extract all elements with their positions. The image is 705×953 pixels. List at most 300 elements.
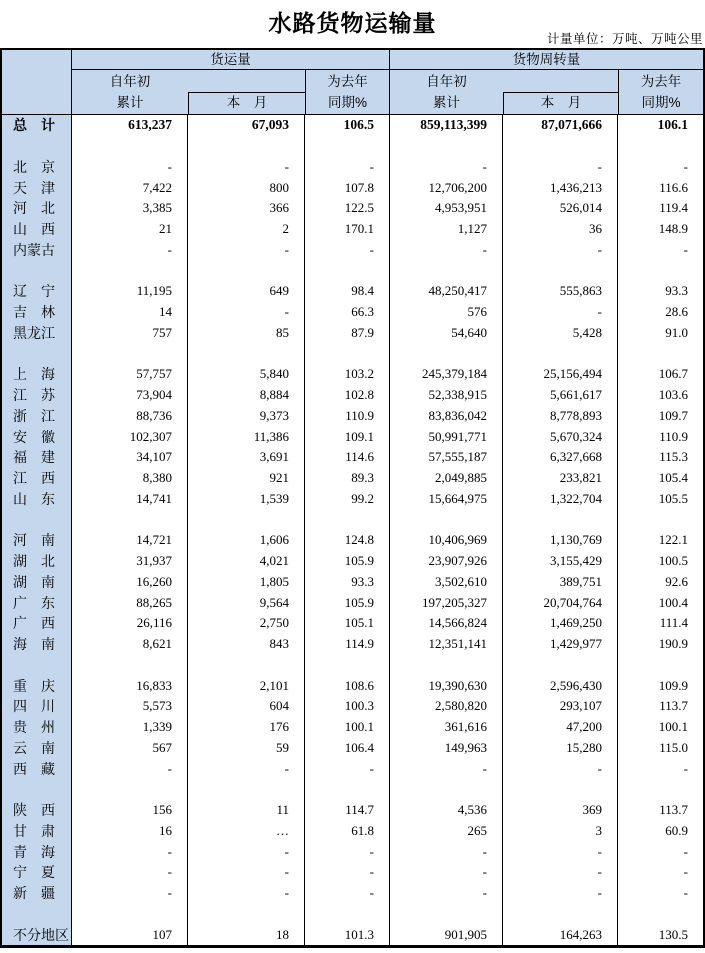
value-cell: 576 bbox=[390, 302, 503, 323]
region-label: 河 南 bbox=[2, 530, 72, 551]
value-cell: 109.9 bbox=[658, 677, 688, 693]
table-row bbox=[2, 613, 703, 634]
value-cell bbox=[618, 260, 703, 281]
value-cell: 122.1 bbox=[658, 532, 688, 548]
region-label: 天 津 bbox=[2, 177, 72, 198]
value-cell: 47,200 bbox=[503, 717, 618, 738]
value-cell: 87.9 bbox=[305, 323, 390, 344]
value-cell bbox=[390, 260, 503, 281]
value-cell: 93.3 bbox=[305, 572, 390, 593]
value-cell: 111.4 bbox=[659, 615, 688, 631]
region-label bbox=[2, 136, 72, 157]
value-cell: 106.5 bbox=[305, 115, 390, 136]
table-row bbox=[2, 530, 703, 551]
value-cell: 921 bbox=[188, 468, 305, 489]
value-cell: 66.3 bbox=[305, 302, 390, 323]
table-row bbox=[2, 468, 703, 489]
value-cell: - bbox=[390, 157, 503, 178]
value-cell: 89.3 bbox=[305, 468, 390, 489]
value-cell: 8,884 bbox=[188, 385, 305, 406]
value-cell bbox=[390, 904, 503, 925]
value-cell: 88,265 bbox=[72, 592, 188, 613]
value-cell: 109.7 bbox=[658, 407, 688, 423]
value-cell: - bbox=[188, 862, 305, 883]
value-cell: 60.9 bbox=[665, 822, 688, 838]
region-label: 广 东 bbox=[2, 592, 72, 613]
header-group-freight-turnover: 货物周转量 bbox=[390, 50, 703, 70]
value-cell: 87,071,666 bbox=[503, 115, 618, 136]
value-cell: - bbox=[188, 157, 305, 178]
value-cell: 48,250,417 bbox=[390, 281, 503, 302]
table-row bbox=[2, 198, 703, 219]
value-cell: - bbox=[188, 841, 305, 862]
value-cell: 3,385 bbox=[72, 198, 188, 219]
region-label: 海 南 bbox=[2, 634, 72, 655]
value-cell: 122.5 bbox=[305, 198, 390, 219]
value-cell bbox=[503, 779, 618, 800]
region-label: 辽 宁 bbox=[2, 281, 72, 302]
value-cell: - bbox=[72, 157, 188, 178]
value-cell: 98.4 bbox=[305, 281, 390, 302]
value-cell: 59 bbox=[188, 738, 305, 759]
value-cell: - bbox=[683, 158, 688, 174]
region-label bbox=[2, 655, 72, 676]
value-cell: - bbox=[683, 241, 688, 257]
value-cell: 21 bbox=[72, 219, 188, 240]
region-label: 浙 江 bbox=[2, 406, 72, 427]
value-cell: 114.7 bbox=[305, 800, 390, 821]
table-row bbox=[2, 572, 703, 593]
value-cell: 31,937 bbox=[72, 551, 188, 572]
value-cell bbox=[72, 779, 188, 800]
header-sub-row bbox=[72, 70, 703, 114]
table-row bbox=[2, 924, 703, 945]
value-cell: 26,116 bbox=[72, 613, 188, 634]
region-label: 北 京 bbox=[2, 157, 72, 178]
spacer-row bbox=[2, 260, 703, 281]
value-cell bbox=[72, 343, 188, 364]
region-label: 河 北 bbox=[2, 198, 72, 219]
value-cell: 101.3 bbox=[305, 924, 390, 945]
region-label: 上 海 bbox=[2, 364, 72, 385]
value-cell: 25,156,494 bbox=[503, 364, 618, 385]
value-cell bbox=[390, 655, 503, 676]
value-cell: 604 bbox=[188, 696, 305, 717]
region-label: 重 庆 bbox=[2, 675, 72, 696]
value-cell: 8,778,893 bbox=[503, 406, 618, 427]
value-cell: 901,905 bbox=[390, 924, 503, 945]
table-row bbox=[2, 551, 703, 572]
value-cell: 361,616 bbox=[390, 717, 503, 738]
value-cell: 105.9 bbox=[305, 551, 390, 572]
value-cell: 613,237 bbox=[72, 115, 188, 136]
value-cell: 36 bbox=[503, 219, 618, 240]
value-cell bbox=[188, 779, 305, 800]
region-label bbox=[2, 779, 72, 800]
value-cell: 567 bbox=[72, 738, 188, 759]
value-cell: - bbox=[503, 758, 618, 779]
region-label bbox=[2, 904, 72, 925]
value-cell: - bbox=[188, 302, 305, 323]
value-cell: 1,339 bbox=[72, 717, 188, 738]
value-cell: 389,751 bbox=[503, 572, 618, 593]
region-label: 湖 北 bbox=[2, 551, 72, 572]
value-cell bbox=[503, 509, 618, 530]
value-cell: - bbox=[503, 157, 618, 178]
value-cell: 12,351,141 bbox=[390, 634, 503, 655]
table-row bbox=[2, 841, 703, 862]
value-cell: 54,640 bbox=[390, 323, 503, 344]
value-cell: 170.1 bbox=[305, 219, 390, 240]
table-row bbox=[2, 219, 703, 240]
col-header-yoy-freight bbox=[305, 70, 390, 114]
value-cell: 526,014 bbox=[503, 198, 618, 219]
value-cell: 106.4 bbox=[305, 738, 390, 759]
col-header-yoy-turnover bbox=[618, 70, 703, 114]
value-cell bbox=[618, 904, 703, 925]
table-row bbox=[2, 489, 703, 510]
value-cell: - bbox=[503, 883, 618, 904]
value-cell bbox=[390, 343, 503, 364]
value-cell: 245,379,184 bbox=[390, 364, 503, 385]
value-cell bbox=[188, 260, 305, 281]
col-header-yoy-line1: 为去年 bbox=[327, 74, 368, 89]
region-label: 江 苏 bbox=[2, 385, 72, 406]
value-cell: 233,821 bbox=[503, 468, 618, 489]
value-cell: 1,127 bbox=[390, 219, 503, 240]
value-cell: 859,113,399 bbox=[390, 115, 503, 136]
value-cell: 1,469,250 bbox=[503, 613, 618, 634]
value-cell: 83,836,042 bbox=[390, 406, 503, 427]
value-cell: 149,963 bbox=[390, 738, 503, 759]
value-cell: 105.4 bbox=[658, 470, 688, 486]
value-cell: 2,101 bbox=[188, 675, 305, 696]
value-cell bbox=[188, 509, 305, 530]
table-row bbox=[2, 323, 703, 344]
value-cell: 18 bbox=[188, 924, 305, 945]
col-header-cumulative-freight bbox=[72, 70, 188, 114]
value-cell: 11,195 bbox=[72, 281, 188, 302]
value-cell: 93.3 bbox=[665, 283, 688, 299]
region-label: 山 东 bbox=[2, 489, 72, 510]
value-cell: 15,280 bbox=[503, 738, 618, 759]
value-cell: 50,991,771 bbox=[390, 426, 503, 447]
table-row bbox=[2, 385, 703, 406]
table-row bbox=[2, 862, 703, 883]
value-cell: 19,390,630 bbox=[390, 675, 503, 696]
value-cell: 2 bbox=[188, 219, 305, 240]
col-header-cumulative-line2: 累计 bbox=[433, 95, 460, 110]
value-cell bbox=[188, 136, 305, 157]
value-cell: - bbox=[305, 758, 390, 779]
value-cell: 119.4 bbox=[659, 200, 688, 216]
value-cell: 1,130,769 bbox=[503, 530, 618, 551]
value-cell: - bbox=[305, 883, 390, 904]
value-cell bbox=[305, 136, 390, 157]
region-label bbox=[2, 509, 72, 530]
value-cell bbox=[503, 343, 618, 364]
value-cell: 5,573 bbox=[72, 696, 188, 717]
value-cell: 8,380 bbox=[72, 468, 188, 489]
value-cell: … bbox=[188, 821, 305, 842]
value-cell bbox=[618, 655, 703, 676]
region-label: 贵 州 bbox=[2, 717, 72, 738]
unit-note: 计量单位：万吨、万吨公里 bbox=[546, 32, 703, 46]
value-cell: 4,021 bbox=[188, 551, 305, 572]
table-row bbox=[2, 406, 703, 427]
table-row bbox=[2, 426, 703, 447]
region-label: 四 川 bbox=[2, 696, 72, 717]
value-cell: 23,907,926 bbox=[390, 551, 503, 572]
table-row bbox=[2, 592, 703, 613]
value-cell: 103.6 bbox=[658, 387, 688, 403]
table-row bbox=[2, 447, 703, 468]
table-row bbox=[2, 177, 703, 198]
value-cell: 9,564 bbox=[188, 592, 305, 613]
value-cell: 11 bbox=[188, 800, 305, 821]
col-header-month-turnover: 本 月 bbox=[503, 92, 618, 114]
value-cell: 800 bbox=[188, 177, 305, 198]
region-label: 总 计 bbox=[2, 115, 72, 136]
value-cell: 369 bbox=[503, 800, 618, 821]
value-cell bbox=[503, 136, 618, 157]
value-cell: - bbox=[390, 240, 503, 261]
value-cell: 114.6 bbox=[305, 447, 390, 468]
value-cell: 91.0 bbox=[665, 324, 688, 340]
value-cell: - bbox=[188, 883, 305, 904]
region-label: 吉 林 bbox=[2, 302, 72, 323]
value-cell: - bbox=[390, 883, 503, 904]
value-cell: 10,406,969 bbox=[390, 530, 503, 551]
value-cell: 100.1 bbox=[305, 717, 390, 738]
value-cell bbox=[618, 343, 703, 364]
value-cell: 88,736 bbox=[72, 406, 188, 427]
value-cell bbox=[305, 655, 390, 676]
value-cell: 555,863 bbox=[503, 281, 618, 302]
value-cell bbox=[503, 904, 618, 925]
value-cell: 3,155,429 bbox=[503, 551, 618, 572]
value-cell: 4,536 bbox=[390, 800, 503, 821]
value-cell: 113.7 bbox=[659, 698, 688, 714]
region-label: 山 西 bbox=[2, 219, 72, 240]
value-cell: - bbox=[683, 843, 688, 859]
value-cell: 6,327,668 bbox=[503, 447, 618, 468]
waterway-freight-table bbox=[0, 48, 705, 948]
page-title: 水路货物运输量 bbox=[268, 10, 437, 36]
value-cell: 156 bbox=[72, 800, 188, 821]
value-cell bbox=[305, 509, 390, 530]
value-cell: 9,373 bbox=[188, 406, 305, 427]
value-cell: 5,840 bbox=[188, 364, 305, 385]
value-cell bbox=[188, 343, 305, 364]
region-label: 福 建 bbox=[2, 447, 72, 468]
value-cell: 3 bbox=[503, 821, 618, 842]
value-cell: 1,606 bbox=[188, 530, 305, 551]
value-cell: 14,741 bbox=[72, 489, 188, 510]
value-cell: 3,502,610 bbox=[390, 572, 503, 593]
value-cell: 130.5 bbox=[658, 926, 688, 942]
value-cell: 106.1 bbox=[657, 117, 688, 133]
value-cell bbox=[72, 260, 188, 281]
value-cell: 52,338,915 bbox=[390, 385, 503, 406]
value-cell: - bbox=[683, 760, 688, 776]
value-cell bbox=[305, 904, 390, 925]
value-cell: 110.9 bbox=[305, 406, 390, 427]
value-cell: 92.6 bbox=[665, 573, 688, 589]
region-label: 内蒙古 bbox=[2, 240, 72, 261]
spacer-row bbox=[2, 904, 703, 925]
value-cell: 16,260 bbox=[72, 572, 188, 593]
value-cell bbox=[503, 260, 618, 281]
spacer-row bbox=[2, 343, 703, 364]
value-cell: 34,107 bbox=[72, 447, 188, 468]
region-label: 青 海 bbox=[2, 841, 72, 862]
value-cell: 843 bbox=[188, 634, 305, 655]
value-cell bbox=[390, 509, 503, 530]
value-cell: 115.3 bbox=[659, 449, 688, 465]
value-cell: 110.9 bbox=[659, 428, 688, 444]
value-cell: 8,621 bbox=[72, 634, 188, 655]
value-cell: 3,691 bbox=[188, 447, 305, 468]
value-cell: - bbox=[683, 864, 688, 880]
table-header bbox=[2, 50, 703, 115]
spacer-row bbox=[2, 779, 703, 800]
value-cell: 197,205,327 bbox=[390, 592, 503, 613]
value-cell: 366 bbox=[188, 198, 305, 219]
value-cell: 148.9 bbox=[658, 221, 688, 237]
table-row bbox=[2, 634, 703, 655]
value-cell: 5,670,324 bbox=[503, 426, 618, 447]
value-cell: - bbox=[503, 841, 618, 862]
value-cell: 107.8 bbox=[305, 177, 390, 198]
value-cell: 108.6 bbox=[305, 675, 390, 696]
table-row bbox=[2, 738, 703, 759]
value-cell bbox=[188, 655, 305, 676]
value-cell: 100.3 bbox=[305, 696, 390, 717]
region-label: 黑龙江 bbox=[2, 323, 72, 344]
value-cell: - bbox=[503, 240, 618, 261]
value-cell: 85 bbox=[188, 323, 305, 344]
value-cell: 12,706,200 bbox=[390, 177, 503, 198]
table-row bbox=[2, 883, 703, 904]
header-group-row bbox=[72, 50, 703, 70]
value-cell bbox=[72, 655, 188, 676]
value-cell: 115.0 bbox=[659, 739, 688, 755]
value-cell: 102,307 bbox=[72, 426, 188, 447]
value-cell: 57,555,187 bbox=[390, 447, 503, 468]
value-cell: - bbox=[390, 758, 503, 779]
table-row bbox=[2, 800, 703, 821]
region-label: 广 西 bbox=[2, 613, 72, 634]
value-cell bbox=[503, 655, 618, 676]
value-cell: 61.8 bbox=[305, 821, 390, 842]
value-cell: 105.5 bbox=[658, 490, 688, 506]
col-header-yoy-line2: 同期% bbox=[327, 95, 367, 110]
value-cell: 1,436,213 bbox=[503, 177, 618, 198]
value-cell: 73,904 bbox=[72, 385, 188, 406]
value-cell: 109.1 bbox=[305, 426, 390, 447]
col-header-cumulative-turnover bbox=[390, 70, 503, 114]
value-cell: 16 bbox=[72, 821, 188, 842]
value-cell bbox=[305, 343, 390, 364]
region-label: 江 西 bbox=[2, 468, 72, 489]
value-cell: 1,805 bbox=[188, 572, 305, 593]
table-row bbox=[2, 281, 703, 302]
region-label: 陕 西 bbox=[2, 800, 72, 821]
region-label bbox=[2, 343, 72, 364]
value-cell: 2,580,820 bbox=[390, 696, 503, 717]
value-cell: - bbox=[188, 758, 305, 779]
value-cell: 114.9 bbox=[305, 634, 390, 655]
value-cell: - bbox=[305, 240, 390, 261]
value-cell bbox=[390, 779, 503, 800]
value-cell bbox=[72, 136, 188, 157]
value-cell: 124.8 bbox=[305, 530, 390, 551]
region-label: 湖 南 bbox=[2, 572, 72, 593]
col-header-cumulative-line1: 自年初 bbox=[426, 74, 467, 89]
spacer-row bbox=[2, 655, 703, 676]
header-group-freight-volume: 货运量 bbox=[72, 50, 390, 70]
value-cell: 20,704,764 bbox=[503, 592, 618, 613]
value-cell: 4,953,951 bbox=[390, 198, 503, 219]
value-cell: 16,833 bbox=[72, 675, 188, 696]
value-cell: 103.2 bbox=[305, 364, 390, 385]
value-cell: 105.1 bbox=[305, 613, 390, 634]
value-cell: - bbox=[72, 883, 188, 904]
value-cell: - bbox=[503, 862, 618, 883]
value-cell: 265 bbox=[390, 821, 503, 842]
value-cell: 113.7 bbox=[659, 802, 688, 818]
value-cell: 5,661,617 bbox=[503, 385, 618, 406]
value-cell: - bbox=[683, 885, 688, 901]
value-cell: 57,757 bbox=[72, 364, 188, 385]
region-label: 甘 肃 bbox=[2, 821, 72, 842]
table-row bbox=[2, 240, 703, 261]
col-header-month-freight: 本 月 bbox=[188, 92, 305, 114]
value-cell: 2,750 bbox=[188, 613, 305, 634]
region-label: 宁 夏 bbox=[2, 862, 72, 883]
value-cell bbox=[390, 136, 503, 157]
value-cell: 116.6 bbox=[659, 179, 688, 195]
col-header-yoy-line1: 为去年 bbox=[640, 74, 682, 89]
value-cell: - bbox=[305, 841, 390, 862]
value-cell bbox=[618, 779, 703, 800]
region-label bbox=[2, 260, 72, 281]
value-cell: 15,664,975 bbox=[390, 489, 503, 510]
table-row bbox=[2, 758, 703, 779]
value-cell: 649 bbox=[188, 281, 305, 302]
table-body bbox=[2, 115, 703, 945]
value-cell bbox=[618, 509, 703, 530]
region-label: 安 徽 bbox=[2, 426, 72, 447]
value-cell: - bbox=[72, 240, 188, 261]
spacer-row bbox=[2, 136, 703, 157]
total-row bbox=[2, 115, 703, 136]
col-header-yoy-line2: 同期% bbox=[641, 95, 681, 110]
value-cell bbox=[72, 904, 188, 925]
spacer-row bbox=[2, 509, 703, 530]
value-cell: - bbox=[72, 758, 188, 779]
value-cell: 190.9 bbox=[658, 636, 688, 652]
value-cell: - bbox=[305, 862, 390, 883]
value-cell: - bbox=[72, 841, 188, 862]
value-cell: 14,566,824 bbox=[390, 613, 503, 634]
value-cell: 1,429,977 bbox=[503, 634, 618, 655]
value-cell bbox=[72, 509, 188, 530]
value-cell: 14 bbox=[72, 302, 188, 323]
value-cell: - bbox=[72, 862, 188, 883]
value-cell: 11,386 bbox=[188, 426, 305, 447]
